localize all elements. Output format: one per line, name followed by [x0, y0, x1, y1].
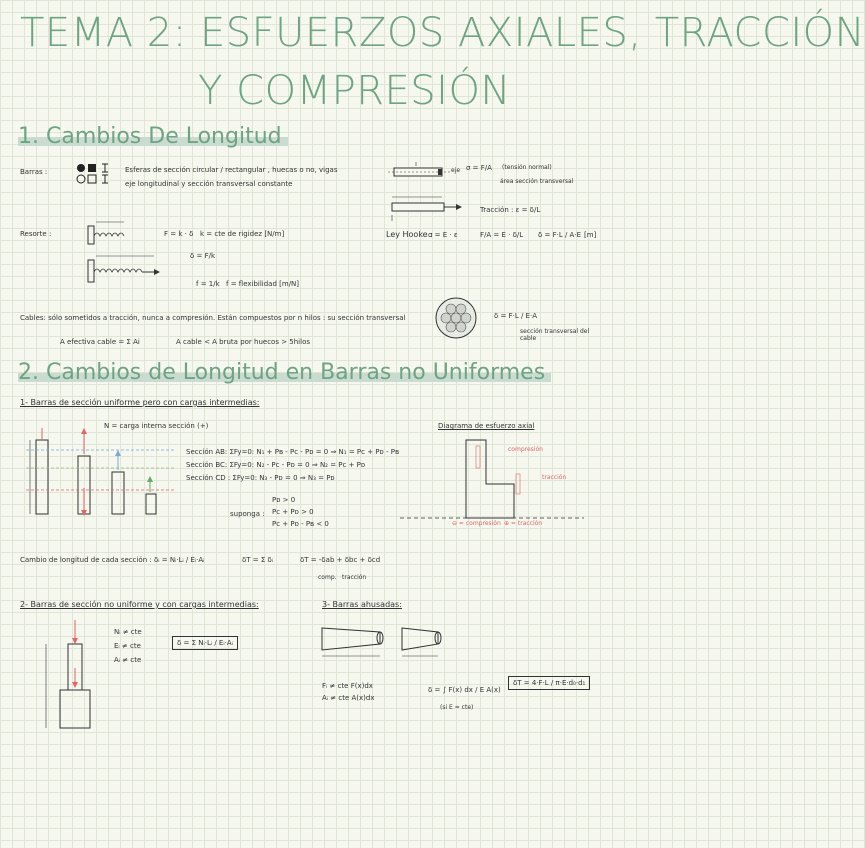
- hooke-result: δ = F·L / A·E: [538, 231, 581, 239]
- hooke-unit: [m]: [584, 231, 597, 239]
- spring-k-desc: k = cte de rigidez [N/m]: [200, 230, 285, 238]
- subsection-2: 2- Barras de sección no uniforme y con cargas intermedias:: [20, 600, 259, 609]
- diagram-title: Diagrama de esfuerzo axial: [438, 422, 535, 430]
- page-title: TEMA 2: ESFUERZOS AXIALES, TRACCIÓN: [20, 10, 865, 56]
- compresion-label: compresión: [508, 446, 543, 453]
- eje-label: eje: [451, 167, 461, 174]
- ei-note: Eᵢ ≠ cte: [114, 642, 141, 650]
- hooke-label: Ley Hooke :: [386, 230, 433, 239]
- cables-area: A efectiva cable = Σ Ai: [60, 338, 140, 346]
- n-note: N = carga interna sección (+): [104, 422, 209, 430]
- delta-spring-eq: δ = F/k: [190, 252, 216, 260]
- delta-total: δT = Σ δᵢ: [242, 556, 274, 564]
- page-title-line2: Y COMPRESIÓN: [198, 68, 511, 114]
- delta-total-example: δT = -δab + δbc + δcd: [300, 556, 381, 564]
- hooke-eq1: σ = E · ε: [428, 231, 458, 239]
- integral-formula: δ = ∫ F(x) dx / E A(x): [428, 686, 501, 694]
- suponga-label: suponga :: [230, 510, 265, 518]
- ni-note: Nᵢ ≠ cte: [114, 628, 142, 636]
- spring-diagram-2: [88, 254, 168, 286]
- tramo-cd: Sección CD : ΣFy=0: N₃ - Pᴅ = 0 ⇒ N₃ = Pᴅ: [186, 474, 335, 482]
- cables-delta: δ = F·L / E·A: [494, 312, 537, 320]
- ai-note: Aᵢ ≠ cte: [114, 656, 142, 664]
- cables-area-rel: A cable < A bruta por huecos > 5hilos: [176, 338, 311, 346]
- tapered-result-box: δT = 4·F·L / π·E·d₀·d₁: [508, 676, 590, 690]
- tension-normal-note: (tensión normal): [502, 164, 552, 171]
- axial-force-diagram: [394, 434, 590, 530]
- sum-formula-box: δ = Σ Nᵢ·Lᵢ / Eᵢ·Aᵢ: [172, 636, 238, 650]
- section-1-heading: 1. Cambios De Longitud: [18, 124, 282, 149]
- bar-sections-icon: [76, 163, 116, 185]
- legend-compresion: ⊖ = compresión: [452, 520, 501, 527]
- comp-label: comp.: [318, 574, 337, 581]
- cables-area-note: sección transversal del cable: [520, 328, 590, 342]
- resorte-label: Resorte :: [20, 230, 52, 238]
- cond-3: Pᴄ + Pᴅ - Pʙ < 0: [272, 520, 329, 528]
- flex-desc: f = flexibilidad [m/N]: [226, 280, 300, 288]
- traccion-label: tracción: [542, 474, 567, 481]
- subsection-3: 3- Barras ahusadas:: [322, 600, 402, 609]
- cable-section-icon: [434, 296, 478, 340]
- cables-text: Cables: sólo sometidos a tracción, nunca a compresión. Están compuestos por n hilos : su sección transversal: [20, 314, 406, 322]
- cond-1: Pᴅ > 0: [272, 496, 296, 504]
- bar-traction-diagram: [386, 195, 466, 225]
- e-cte-note: (si E = cte): [440, 704, 474, 711]
- section-2-heading: 2. Cambios de Longitud en Barras no Uniformes: [18, 360, 545, 385]
- trac-label: tracción: [342, 574, 367, 581]
- tramo-ab: Sección AB: ΣFy=0: N₁ + Pʙ - Pᴄ - Pᴅ = 0 ⇒ N₁ = Pᴄ + Pᴅ - Pʙ: [186, 448, 400, 456]
- spring-hooke: F = k · δ: [164, 230, 194, 238]
- nonuniform-bar-diagram: [44, 620, 114, 732]
- area-note: área sección transversal: [500, 178, 574, 185]
- legend-traccion: ⊕ = tracción: [504, 520, 543, 527]
- spring-diagram-1: [88, 218, 148, 248]
- fx-note: Fᵢ ≠ cte F(x)dx: [322, 682, 373, 690]
- hooke-eq2: F/A = E · δ/L: [480, 231, 524, 239]
- tramo-bc: Sección BC: ΣFy=0: N₂ - Pᴄ - Pᴅ = 0 ⇒ N₂ = Pᴄ + Pᴅ: [186, 461, 366, 469]
- barras-desc-1: Esferas de sección circular / rectangular , huecas o no, vigas: [125, 166, 338, 174]
- barras-label: Barras :: [20, 168, 48, 176]
- subsection-1: 1- Barras de sección uniforme pero con cargas intermedias:: [20, 398, 260, 407]
- stepped-bar-diagram: [26, 428, 176, 518]
- tapered-bar-diagram: [320, 622, 480, 658]
- cond-2: Pᴄ + Pᴅ > 0: [272, 508, 314, 516]
- sigma-formula: σ = F/A: [466, 164, 492, 172]
- cambio-longitud: Cambio de longitud de cada sección : δᵢ = Nᵢ·Lᵢ / Eᵢ·Aᵢ: [20, 556, 205, 564]
- flex-eq: f = 1/k: [196, 280, 220, 288]
- barras-desc-2: eje longitudinal y sección transversal constante: [125, 180, 293, 188]
- traccion-formula: Tracción : ε = δ/L: [480, 206, 541, 214]
- ax-note: Aᵢ ≠ cte A(x)dx: [322, 694, 375, 702]
- bar-axis-diagram: [388, 160, 461, 200]
